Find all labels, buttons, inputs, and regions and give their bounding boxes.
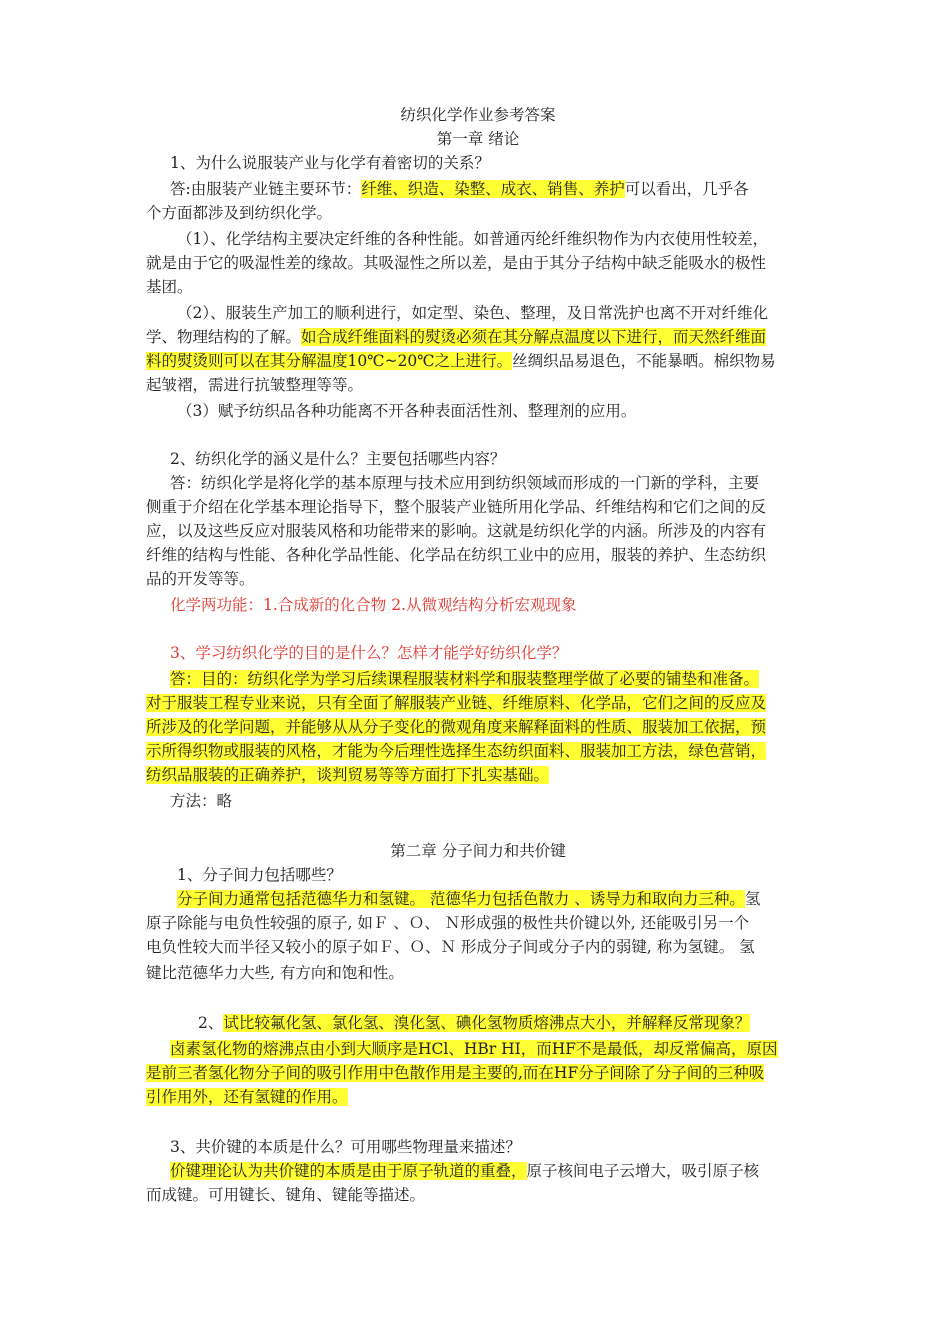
ch2-question-3: 3、共价键的本质是什么？可用哪些物理量来描述？ [170,1138,521,1156]
highlighted-text: 料的熨烫则可以在其分解温度10℃~20℃之上进行。 [146,352,513,370]
ch1-point-1-line-3: 基团。 [146,278,193,296]
ch1-answer-3-line-3 [146,715,810,739]
highlighted-text: 引作用外，还有氢键的作用。 [146,1088,348,1106]
ch2-answer-2-line-1 [146,1037,834,1061]
ch1-answer-1-line-1 [146,177,834,201]
text-run: 答:由服装产业链主要环节： [170,180,362,198]
text-run: 2、 [198,1014,224,1032]
ch1-point-1-line-2: 就是由于它的吸湿性差的缘故。其吸湿性之所以差，是由于其分子结构中缺乏能吸水的极性 [146,254,767,272]
highlighted-text: 示所得织物或服装的风格，才能为今后理性选择生态纺织面料、服装加工方法，绿色营销， [146,742,767,760]
ch1-answer-3-line-1 [146,667,834,691]
ch2-answer-2-line-2 [146,1061,810,1085]
red-note: 化学两功能：1.合成新的化合物 2.从微观结构分析宏观现象 [170,596,577,614]
highlighted-text: 纺织品服装的正确养护，谈判贸易等等方面打下扎实基础。 [146,766,550,784]
ch2-answer-1-line-3: 电负性较大而半径又较小的原子如Ｆ、Ｏ、Ｎ 形成分子间或分子内的弱键, 称为氢键。 氢 [146,938,755,956]
highlighted-text: 答：目的：纺织化学为学习后续课程服装材料学和服装整理学做了必要的铺垫和准备。 [170,670,760,688]
ch1-answer-1-line-2: 个方面都涉及到纺织化学。 [146,204,333,222]
ch1-answer-2-line-3: 应，以及这些反应对服装风格和功能带来的影响。这就是纺织化学的内涵。所涉及的内容有 [146,522,767,540]
text-run: 学、物理结构的了解。 [146,328,302,346]
text-run: 可以看出，几乎各 [624,180,749,198]
ch1-method: 方法：略 [170,792,233,810]
chapter-1-heading: 第一章 绪论 [436,130,520,148]
ch1-question-1: 1、为什么说服装产业与化学有着密切的关系？ [170,154,490,172]
ch1-question-2: 2、纺织化学的涵义是什么？主要包括哪些内容？ [170,450,506,468]
highlighted-text: 如合成纤维面料的熨烫必须在其分解点温度以下进行，而天然纤维面 [301,328,767,346]
chapter-2-heading: 第二章 分子间力和共价键 [390,842,566,860]
document-title: 纺织化学作业参考答案 [400,106,556,124]
ch1-point-2-line-2 [146,325,810,349]
ch1-answer-3-line-2 [146,691,810,715]
ch1-answer-2-line-1: 答：纺织化学是将化学的基本原理与技术应用到纺织领域而形成的一门新的学科，主要 [170,474,760,492]
ch1-answer-3-line-5 [146,763,810,787]
ch2-answer-1-line-4: 键比范德华力大些, 有方向和饱和性。 [146,964,404,982]
highlighted-text: 纤维、织造、染整、成衣、销售、养护 [361,180,625,198]
highlighted-text: 分子间力通常包括范德华力和氢键。 范德华力包括色散力 、诱导力和取向力三种。 [177,890,745,908]
highlighted-text: 对于服装工程专业来说，只有全面了解服装产业链、纤维原料、化学品，它们之间的反应及 [146,694,767,712]
ch2-answer-1-line-2: 原子除能与电负性较强的原子, 如Ｆ 、Ｏ、 Ｎ形成强的极性共价键以外, 还能吸引另一个 [146,914,750,932]
ch2-question-2 [146,1011,862,1035]
ch1-answer-2-line-2: 侧重于介绍在化学基本理论指导下，整个服装产业链所用化学品、纤维结构和它们之间的反 [146,498,767,516]
ch2-answer-2-line-3 [146,1085,810,1109]
ch1-answer-2-line-5: 品的开发等等。 [146,570,255,588]
ch1-question-3: 3、学习纺织化学的目的是什么？怎样才能学好纺织化学？ [170,644,568,662]
text-run: 丝绸织品易退色，不能暴晒。棉织物易 [512,352,776,370]
highlighted-text: 试比较氟化氢、氯化氢、溴化氢、碘化氢物质熔沸点大小，并解释反常现象？ [223,1014,751,1032]
text-run: 原子核间电子云增大，吸引原子核 [526,1162,760,1180]
ch1-answer-3-line-4 [146,739,810,763]
ch2-answer-3-line-2: 而成键。可用键长、键角、键能等描述。 [146,1186,426,1204]
ch2-answer-1-line-1 [146,887,841,911]
ch1-point-2-line-4: 起皱褶，需进行抗皱整理等等。 [146,376,364,394]
ch1-point-2-line-3 [146,349,810,373]
ch1-point-1-line-1: （1）、化学结构主要决定纤维的各种性能。如普通丙纶纤维织物作为内衣使用性较差， [177,230,769,248]
text-run: 氢 [744,890,761,908]
highlighted-text: 所涉及的化学问题，并能够从从分子变化的微观角度来解释面料的性质、服装加工依据，预 [146,718,767,736]
highlighted-text: 是前三者氢化物分子间的吸引作用中色散作用是主要的,而在HF分子间除了分子间的三种吸 [146,1064,765,1082]
highlighted-text: 卤素氢化物的熔沸点由小到大顺序是HCl、HBr HI，而HF不是最低，却反常偏高，原因 [170,1040,778,1058]
ch1-answer-2-line-4: 纤维的结构与性能、各种化学品性能、化学品在纺织工业中的应用，服装的养护、生态纺织 [146,546,767,564]
ch2-answer-3-line-1 [146,1159,834,1183]
ch1-point-3: （3）赋予纺织品各种功能离不开各种表面活性剂、整理剂的应用。 [177,402,637,420]
ch2-question-1: 1、分子间力包括哪些？ [177,866,342,884]
ch1-point-2-line-1: （2）、服装生产加工的顺利进行，如定型、染色、整理，及日常洗护也离不开对纤维化 [177,304,769,322]
highlighted-text: 价键理论认为共价键的本质是由于原子轨道的重叠， [170,1162,527,1180]
